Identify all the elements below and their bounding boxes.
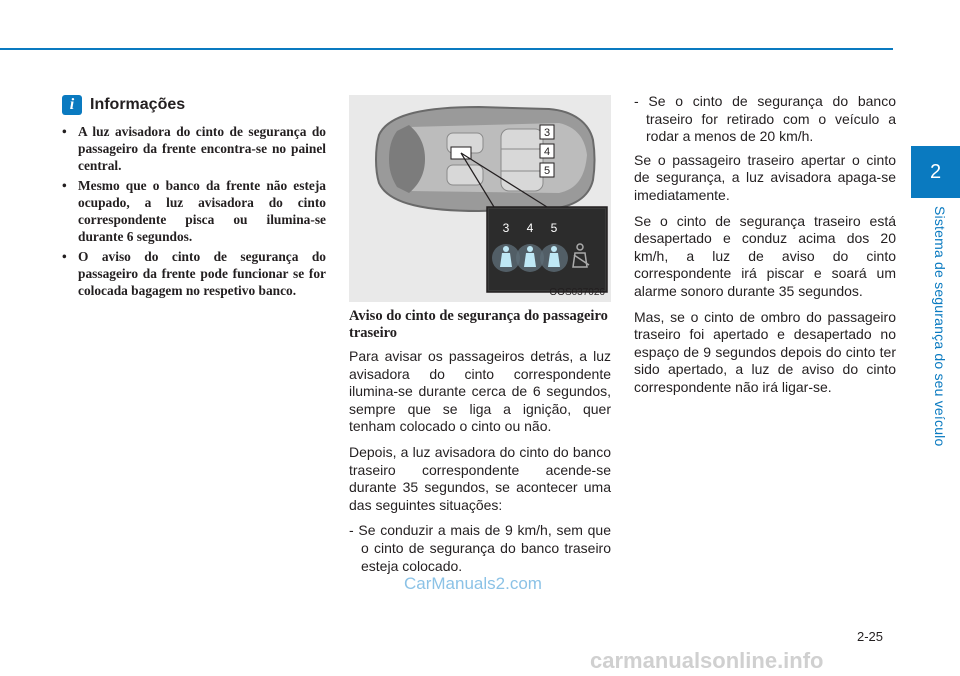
- info-bullet: • O aviso do cinto de segurança do passageiro da frente pode funcionar se for colocada bagagem no respetivo banco.: [62, 249, 326, 298]
- seat-label-4: 4: [543, 146, 551, 158]
- zoom-label-4: 4: [526, 221, 534, 235]
- seat-label-5: 5: [543, 165, 551, 177]
- page-number: 2-25: [857, 629, 884, 644]
- paragraph: Para avisar os passageiros detrás, a luz avisadora do cinto correspondente ilumina-se durante cerca de 6 segundos, sempre que se liga a ignição, quer tenham colocado o cinto ou não.: [349, 348, 611, 435]
- watermark-inline: CarManuals2.com: [404, 574, 542, 593]
- info-bullet: • A luz avisadora do cinto de segurança do passageiro da frente encontra-se no painel central.: [62, 124, 326, 173]
- zoom-label-5: 5: [550, 221, 558, 235]
- zoom-label-3: 3: [502, 221, 510, 235]
- paragraph: Depois, a luz avisadora do cinto do banco traseiro correspondente acende-se durante 35 segundos, se acontecer uma das seguintes situações:: [349, 443, 611, 513]
- section-heading: Aviso do cinto de segurança do passageiro traseiro: [349, 308, 608, 341]
- dash-item: - Se o cinto de segurança do banco traseiro for retirado com o veículo a rodar a menos de 20 km/h.: [634, 93, 896, 145]
- chapter-title: Sistema de segurança do seu veículo: [932, 206, 948, 447]
- car-seatbelt-figure: [349, 95, 611, 302]
- paragraph: Mas, se o cinto de ombro do passageiro traseiro foi apertado e desapertado no espaço de 9 segundos depois do cinto ter sido apertado, a luz de aviso do cinto correspondente não irá ligar-se.: [634, 308, 896, 395]
- chapter-tab: [911, 146, 960, 198]
- column-right: [634, 93, 896, 405]
- info-bullets: [62, 123, 326, 299]
- top-rule: [0, 48, 893, 50]
- paragraph: Se o passageiro traseiro apertar o cinto de segurança, a luz avisadora apaga-se imediatamente.: [634, 151, 896, 203]
- seat-label-3: 3: [543, 127, 551, 139]
- info-header: [62, 95, 326, 115]
- chapter-number: 2: [929, 160, 942, 183]
- watermark: carmanualsonline.info: [590, 648, 824, 673]
- info-icon: i: [62, 95, 82, 115]
- info-title: Informações: [90, 96, 186, 113]
- column-middle: [349, 308, 611, 581]
- paragraph: Se o cinto de segurança traseiro está desapertado e conduz acima dos 20 km/h, a luz de aviso do cinto correspondente irá piscar e soará um alarme sonoro durante 35 segundos.: [634, 212, 896, 299]
- dash-item: - Se conduzir a mais de 9 km/h, sem que o cinto de segurança do banco traseiro esteja colocado.: [349, 522, 611, 574]
- car-illustration: [349, 95, 611, 302]
- figure-code: OOS037026: [549, 287, 605, 298]
- info-bullet: • Mesmo que o banco da frente não esteja ocupado, a luz avisadora do cinto correspondente pisca ou ilumina-se durante 6 segundos.: [62, 178, 326, 244]
- info-box: [62, 95, 326, 302]
